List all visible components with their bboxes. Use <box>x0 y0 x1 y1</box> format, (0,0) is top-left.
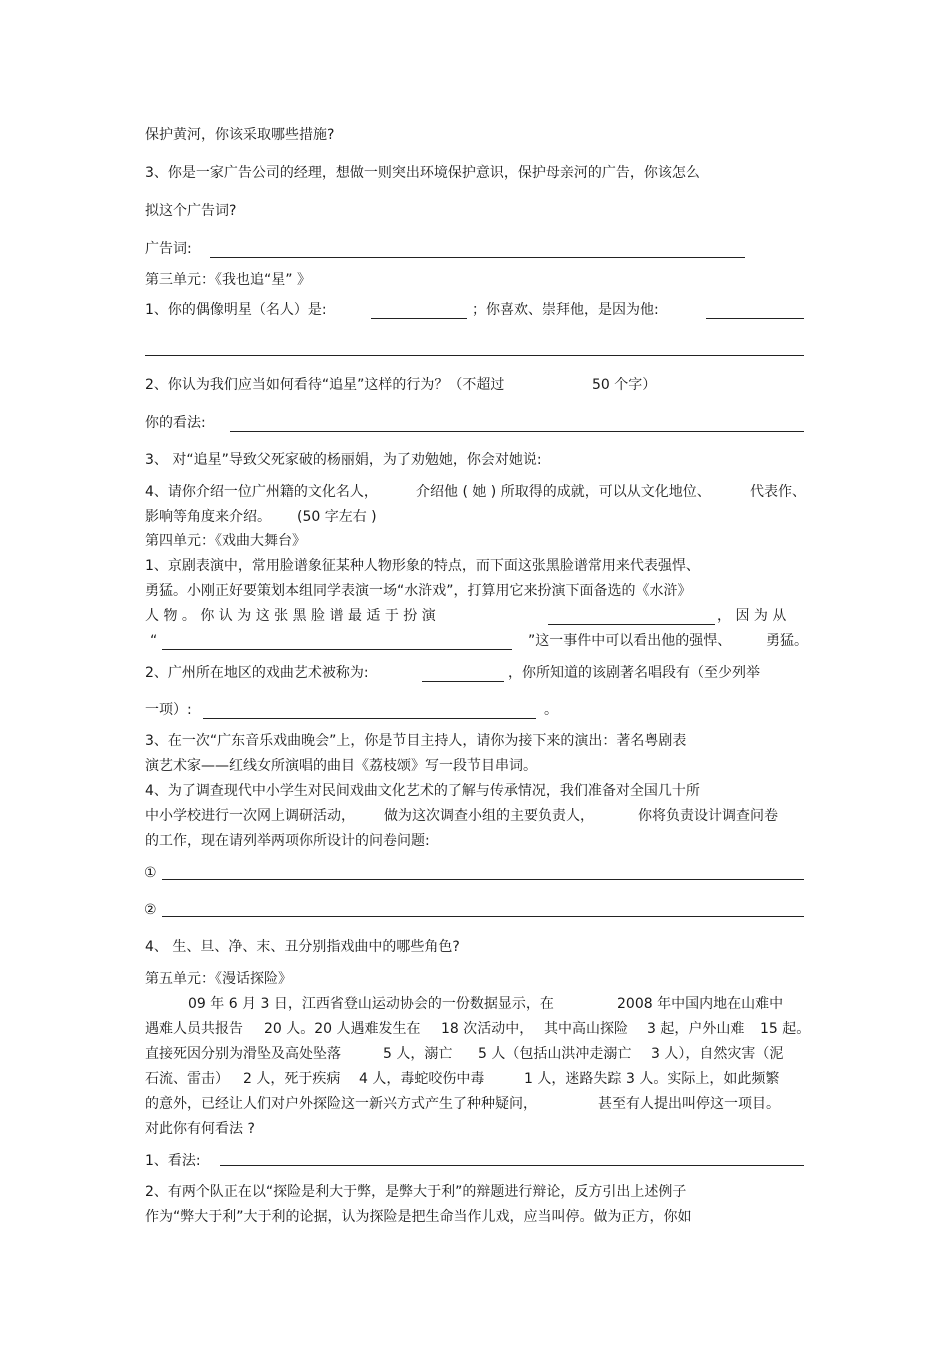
unit5-p1-line5-b: 甚至有人提出叫停这一项目。 <box>598 1096 780 1112</box>
circled-one: ① <box>144 865 157 881</box>
view-answer-line[interactable] <box>220 1165 804 1166</box>
unit2-q3-line1: 3、你是一家广告公司的经理，想做一则突出环境保护意识，保护母亲河的广告，你该怎么 <box>145 165 700 181</box>
unit4-q4-line1: 4、为了调查现代中小学生对民间戏曲文化艺术的了解与传承情况，我们准备对全国几十所 <box>145 783 700 799</box>
unit2-q3-line2: 拟这个广告词? <box>145 203 237 219</box>
unit5-p1-line3-b: 5 人，溺亡 <box>383 1046 453 1062</box>
unit5-p1-line1-a: 09 年 6 月 3 日，江西省登山运动协会的一份数据显示，在 <box>188 996 554 1012</box>
unit4-q5: 4、 生、旦、净、末、丑分别指戏曲中的哪些角色? <box>145 939 460 955</box>
unit4-q1-line2: 勇猛。小刚正好要策划本组同学表演一场“水浒戏”，打算用它来扮演下面备选的《水浒》 <box>145 583 692 599</box>
unit4-q4-line2-a: 中小学校进行一次网上调研活动， <box>145 808 355 824</box>
unit5-q2-line2: 作为“弊大于利”大于利的论据，认为探险是把生命当作儿戏，应当叫停。做为正方，你如 <box>145 1209 692 1225</box>
unit4-q1-line1: 1、京剧表演中，常用脸谱象征某种人物形象的特点，而下面这张黑脸谱常用来代表强悍、 <box>145 558 700 574</box>
unit5-p1-line2-f: 15 起。 <box>760 1021 811 1037</box>
unit4-q1-line4-a: “ <box>150 633 158 649</box>
event-answer-line[interactable] <box>162 649 512 650</box>
unit4-q2-line1-a: 2、广州所在地区的戏曲艺术被称为: <box>145 665 369 681</box>
unit5-p1-line2-d: 其中高山探险 <box>544 1021 628 1037</box>
unit5-p1-line1-b: 2008 年中国内地在山难中 <box>617 996 784 1012</box>
unit5-q2-line1: 2、有两个队正在以“探险是利大于弊，是弊大于利”的辩题进行辩论，反方引出上述例子 <box>145 1184 687 1200</box>
unit5-p1-line2-a: 遇难人员共报告 <box>145 1021 243 1037</box>
unit5-p1-line2-b: 20 人。20 人遇难发生在 <box>264 1021 421 1037</box>
unit3-q4-line2-b: (50 字左右 ) <box>297 509 377 525</box>
aria-answer-line[interactable] <box>203 718 536 719</box>
unit4-q1-line3-a: 人 物 。 你 认 为 这 张 黑 脸 谱 最 适 于 扮 演 <box>145 608 436 624</box>
unit4-q3-line1: 3、在一次“广东音乐戏曲晚会”上，你是节目主持人，请你为接下来的演出：著名粤剧表 <box>145 733 687 749</box>
ad-answer-line[interactable] <box>210 257 745 258</box>
unit4-q2-line2-a: 一项）: <box>145 702 192 718</box>
unit5-p1-line4-d: 1 人，迷路失踪 <box>524 1071 622 1087</box>
unit3-q2-b: 50 个字） <box>592 377 657 393</box>
unit5-q1-label: 1、看法: <box>145 1153 201 1169</box>
opinion-answer-line[interactable] <box>230 431 804 432</box>
unit5-p1-line5-a: 的意外，已经让人们对户外探险这一新兴方式产生了种种疑问， <box>145 1096 537 1112</box>
unit5-p1-line3-a: 直接死因分别为滑坠及高处坠落 <box>145 1046 341 1062</box>
unit5-p1-line4-a: 石流、雷击） <box>145 1071 229 1087</box>
unit3-q4-line1-c: 代表作、 <box>750 484 806 500</box>
question-one-answer-line[interactable] <box>162 879 804 880</box>
unit5-p1-line2-c: 18 次活动中， <box>441 1021 534 1037</box>
unit4-q1-line4-b: ”这一事件中可以看出他的强悍、 <box>528 633 732 649</box>
idol-answer-line[interactable] <box>371 318 467 319</box>
unit3-q4-line1-a: 4、请你介绍一位广州籍的文化名人， <box>145 484 378 500</box>
ad-label: 广告词: <box>145 241 192 257</box>
unit4-q3-line2: 演艺术家——红线女所演唱的曲目《荔枝颂》写一段节目串词。 <box>145 758 537 774</box>
unit5-p1-line4-c: 4 人，毒蛇咬伤中毒 <box>359 1071 485 1087</box>
unit5-title: 第五单元：《漫话探险》 <box>145 971 292 987</box>
unit4-q4-line2-c: 你将负责设计调查问卷 <box>638 808 778 824</box>
unit3-q4-line1-b: 介绍他 ( 她 ) 所取得的成就，可以从文化地位、 <box>416 484 711 500</box>
unit4-q4-line3: 的工作，现在请列举两项你所设计的问卷问题: <box>145 833 430 849</box>
unit5-p1-line3-d: 3 人），自然灾害（泥 <box>651 1046 784 1062</box>
reason-answer-line[interactable] <box>706 318 804 319</box>
unit4-q4-line2-b: 做为这次调查小组的主要负责人， <box>384 808 594 824</box>
unit5-p1-line3-c: 5 人（包括山洪冲走溺亡 <box>478 1046 632 1062</box>
unit4-q2-line2-b: 。 <box>544 702 558 718</box>
question-two-answer-line[interactable] <box>162 916 804 917</box>
opera-name-answer-line[interactable] <box>422 681 504 682</box>
role-answer-line[interactable] <box>548 624 715 625</box>
circled-two: ② <box>144 902 157 918</box>
unit5-p1-line4-e: 3 人。实际上，如此频繁 <box>626 1071 780 1087</box>
unit3-q3: 3、 对“追星”导致父死家破的杨丽娟，为了劝勉她，你会对她说: <box>145 452 542 468</box>
unit3-q2-a: 2、你认为我们应当如何看待“追星”这样的行为？（不超过 <box>145 377 505 393</box>
unit4-q2-line1-b: ，你所知道的该剧著名唱段有（至少列举 <box>508 665 760 681</box>
unit4-title: 第四单元：《戏曲大舞台》 <box>145 533 306 549</box>
unit5-p1-line6: 对此你有何看法 ? <box>145 1121 255 1137</box>
opinion-label: 你的看法: <box>145 415 206 431</box>
unit2-q2-tail: 保护黄河，你该采取哪些措施? <box>145 127 335 143</box>
unit3-q4-line2-a: 影响等角度来介绍。 <box>145 509 271 525</box>
unit4-q1-line4-c: 勇猛。 <box>766 633 808 649</box>
unit3-title: 第三单元：《我也追“星” 》 <box>145 272 311 288</box>
unit5-p1-line2-e: 3 起，户外山难 <box>647 1021 745 1037</box>
unit3-q1-b: ；你喜欢、崇拜他，是因为他: <box>472 302 659 318</box>
reason-answer-line-2[interactable] <box>145 355 804 356</box>
unit3-q1-a: 1、你的偶像明星（名人）是: <box>145 302 327 318</box>
unit4-q1-line3-b: ， 因 为 从 <box>717 608 787 624</box>
unit5-p1-line4-b: 2 人，死于疾病 <box>243 1071 341 1087</box>
